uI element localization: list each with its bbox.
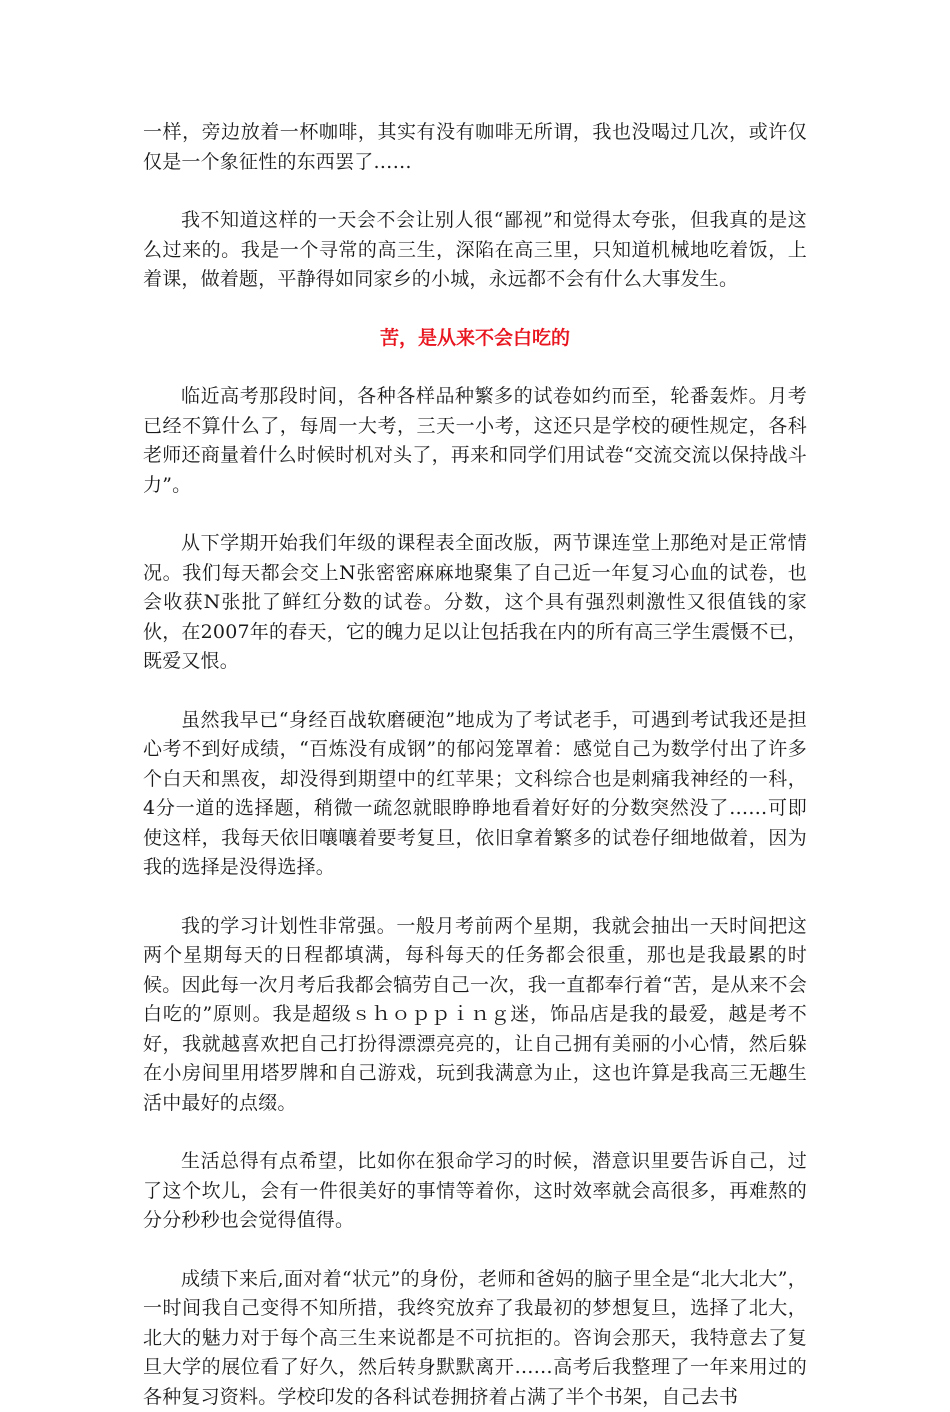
document-page xyxy=(143,118,807,1412)
paragraph-hope: 生活总得有点希望，比如你在狠命学习的时候，潜意识里要告诉自己，过了这个坎儿，会有一件很美好的事情等着你，这时效率就会高很多，再难熬的分分秒秒也会觉得值得。 xyxy=(143,1147,807,1236)
paragraph-gap xyxy=(143,500,807,529)
paragraph-gap xyxy=(143,177,807,206)
section-heading: 苦，是从来不会白吃的 xyxy=(143,324,807,354)
paragraph-gap xyxy=(143,1236,807,1265)
paragraph-gap xyxy=(143,353,807,382)
paragraph-study-plan: 我的学习计划性非常强。一般月考前两个星期，我就会抽出一天时间把这两个星期每天的日程都填满，每科每天的任务都会很重，那也是我最累的时候。因此每一次月考后我都会犒劳自己一次，我一直都奉行着“苦，是从来不会白吃的”原则。我是超级ｓｈｏｐｐｉｎｇ迷，饰品店是我的最爱，越是考不好，我就越喜欢把自己打扮得漂漂亮亮的，让自己拥有美丽的小心情，然后躲在小房间里用塔罗牌和自己游戏，玩到我满意为止，这也许算是我高三无趣生活中最好的点缀。 xyxy=(143,912,807,1119)
paragraph-exam-worry: 虽然我早已“身经百战软磨硬泡”地成为了考试老手，可遇到考试我还是担心考不到好成绩，“百炼没有成钢”的郁闷笼罩着：感觉自己为数学付出了许多个白天和黑夜，却没得到期望中的红苹果；文科综合也是刺痛我神经的一科，4分一道的选择题，稍微一疏忽就眼睁睁地看着好好的分数突然没了……可即使这样，我每天依旧嚷嚷着要考复旦，依旧拿着繁多的试卷仔细地做着，因为我的选择是没得选择。 xyxy=(143,706,807,883)
paragraph-gap xyxy=(143,1118,807,1147)
paragraph-coffee: 一样，旁边放着一杯咖啡，其实有没有咖啡无所谓，我也没喝过几次，或许仅仅是一个象征性的东西罢了…… xyxy=(143,118,807,177)
paragraph-gap xyxy=(143,295,807,324)
paragraph-timetable: 从下学期开始我们年级的课程表全面改版，两节课连堂上那绝对是正常情况。我们每天都会交上N张密密麻麻地聚集了自己近一年复习心血的试卷，也会收获N张批了鲜红分数的试卷。分数，这个具有强烈刺激性又很值钱的家伙，在2007年的春天，它的魄力足以让包括我在内的所有高三学生震慑不已，既爱又恨。 xyxy=(143,529,807,677)
paragraph-gap xyxy=(143,677,807,706)
paragraph-ordinary-student: 我不知道这样的一天会不会让别人很“鄙视”和觉得太夸张，但我真的是这么过来的。我是一个寻常的高三生，深陷在高三里，只知道机械地吃着饭，上着课，做着题，平静得如同家乡的小城，永远都不会有什么大事发生。 xyxy=(143,206,807,295)
paragraph-results: 成绩下来后,面对着“状元”的身份，老师和爸妈的脑子里全是“北大北大”，一时间我自己变得不知所措，我终究放弃了我最初的梦想复旦，选择了北大，北大的魅力对于每个高三生来说都是不可抗拒的。咨询会那天，我特意去了复旦大学的展位看了好久，然后转身默默离开……高考后我整理了一年来用过的各种复习资料。学校印发的各科试卷拥挤着占满了半个书架，自己去书 xyxy=(143,1265,807,1412)
paragraph-gap xyxy=(143,883,807,912)
paragraph-exam-bombardment: 临近高考那段时间，各种各样品种繁多的试卷如约而至，轮番轰炸。月考已经不算什么了，每周一大考，三天一小考，这还只是学校的硬性规定，各科老师还商量着什么时候时机对头了，再来和同学们用试卷“交流交流以保持战斗力”。 xyxy=(143,382,807,500)
